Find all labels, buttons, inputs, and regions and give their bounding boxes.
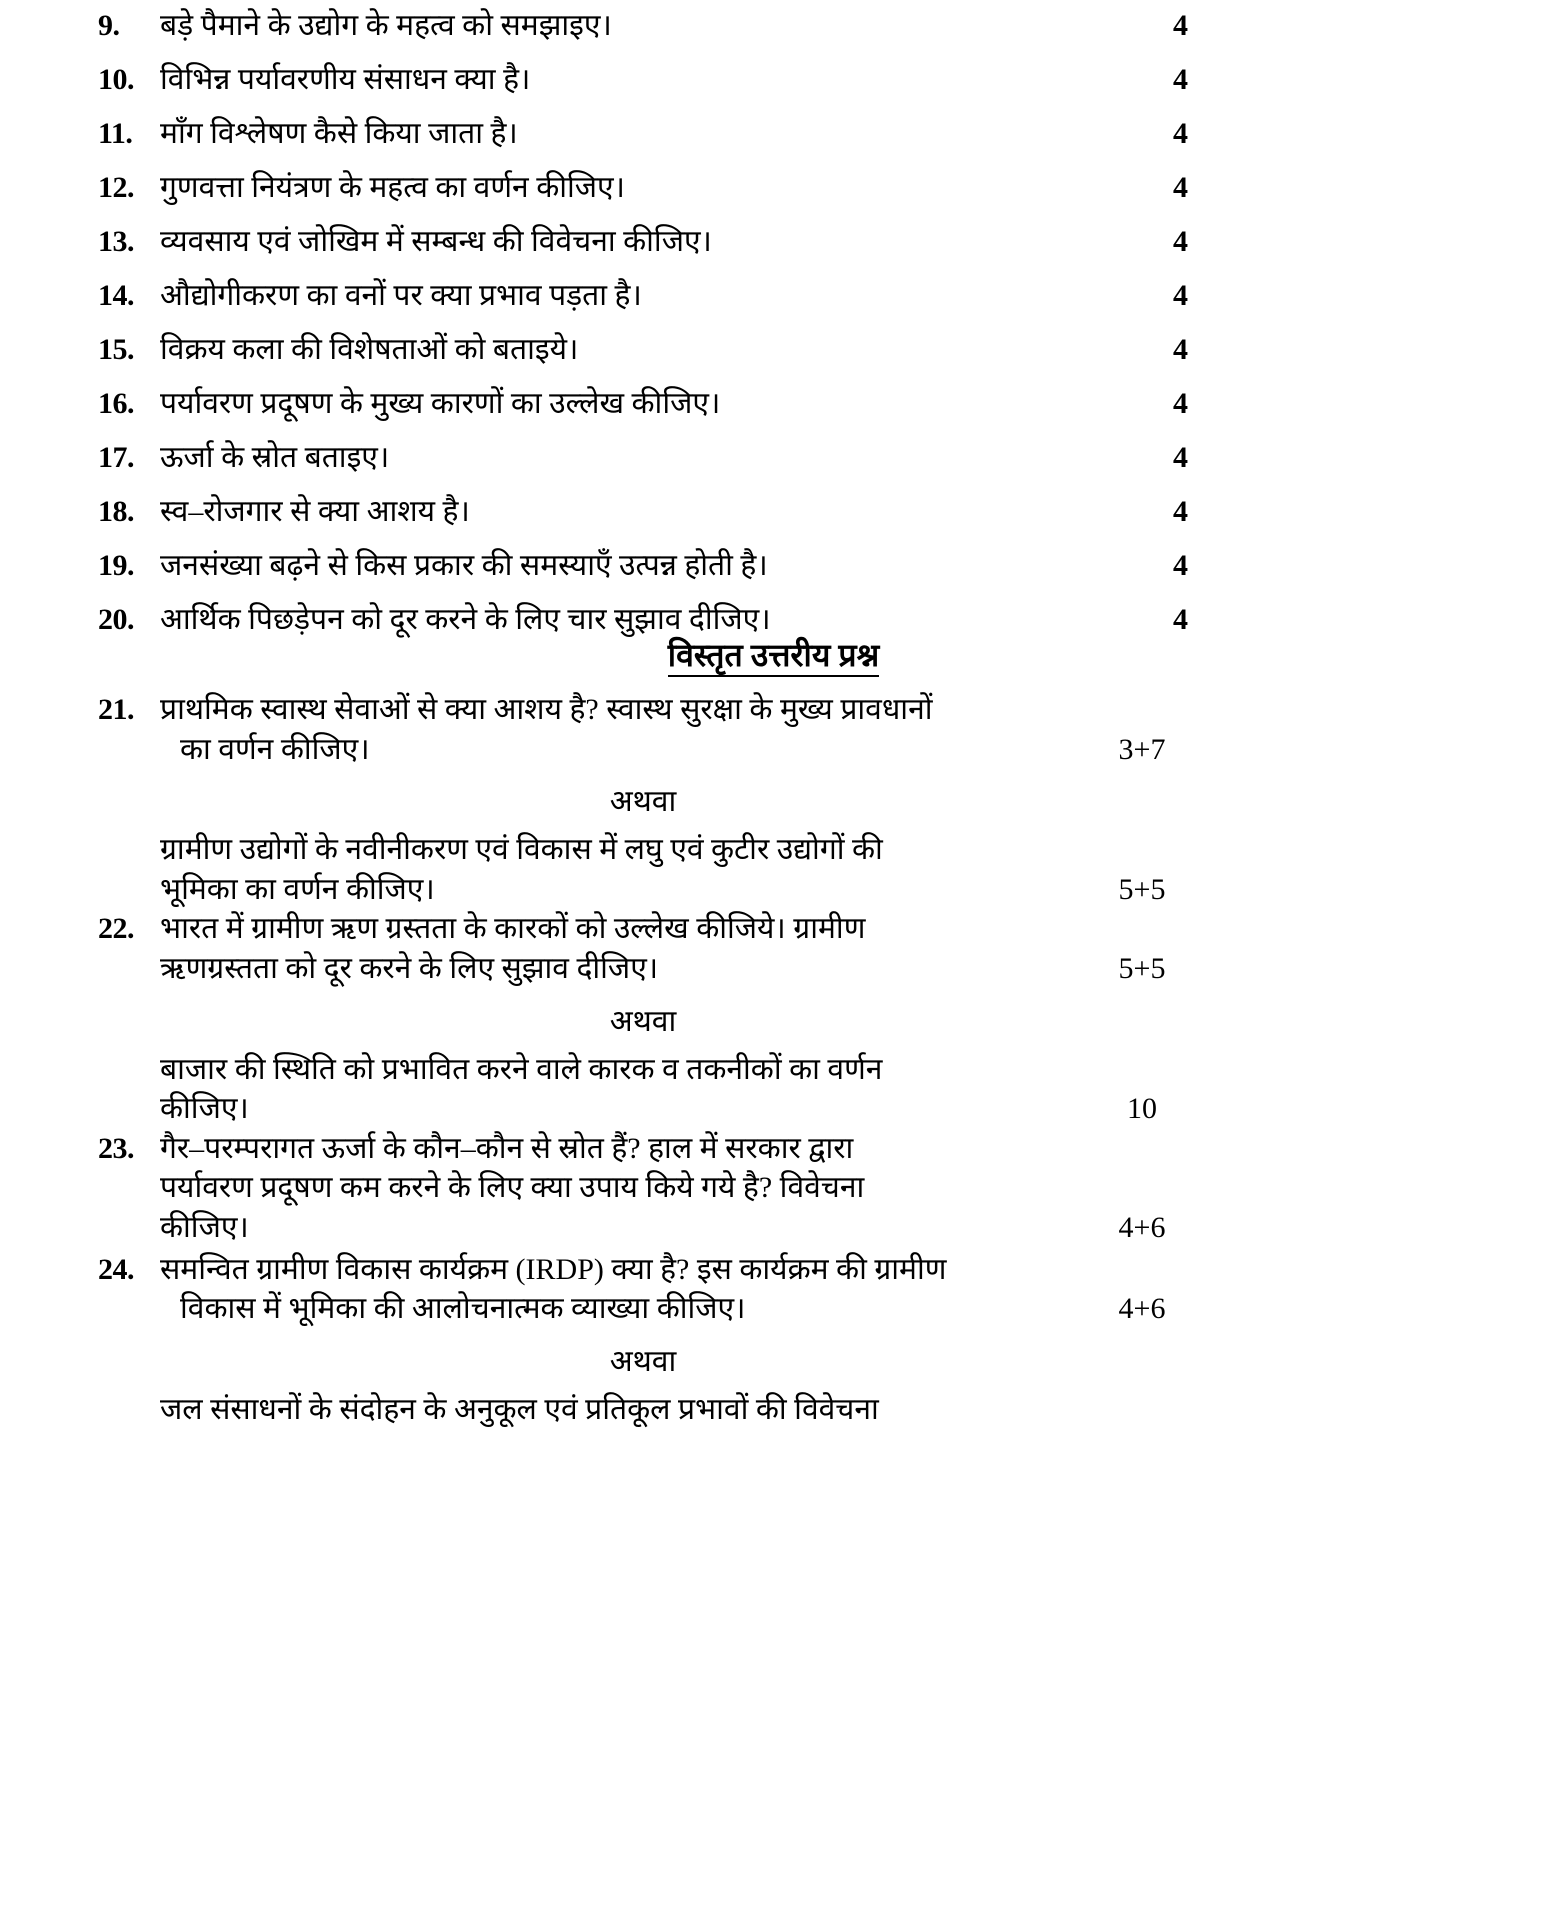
question-line-text: बाजार की स्थिति को प्रभावित करने वाले कारक व तकनीकों का वर्णन: [160, 1052, 883, 1086]
question-line-text: समन्वित ग्रामीण विकास कार्यक्रम (IRDP) क्या है? इस कार्यक्रम की ग्रामीण: [160, 1252, 947, 1286]
question-line-text: भारत में ग्रामीण ऋण ग्रस्तता के कारकों को उल्लेख कीजिये। ग्रामीण: [160, 912, 866, 946]
question-line-text: भूमिका का वर्णन कीजिए।: [160, 872, 435, 906]
short-answer-question-list: [98, 6, 1188, 654]
question-row: [98, 60, 1188, 99]
question-body: [160, 909, 1188, 988]
question-number: 24.: [98, 1252, 134, 1286]
question-line-text: कीजिए।: [160, 1210, 249, 1244]
question-number: 16.: [98, 387, 134, 420]
question-line: [160, 1089, 1188, 1129]
question-line-text: ऋणग्रस्तता को दूर करने के लिए सुझाव दीजिए।: [160, 951, 659, 985]
question-text: आर्थिक पिछड़ेपन को दूर करने के लिए चार सुझाव दीजिए।: [160, 603, 771, 636]
question-text: औद्योगीकरण का वनों पर क्या प्रभाव पड़ता है।: [160, 279, 642, 312]
question-line: [160, 1129, 1188, 1169]
question-marks: 4: [1173, 549, 1188, 582]
long-question-24: [98, 1250, 1188, 1329]
question-line-text: ग्रामीण उद्योगों के नवीनीकरण एवं विकास में लघु एवं कुटीर उद्योगों की: [160, 833, 883, 867]
question-row: [98, 276, 1188, 315]
question-marks: 4: [1173, 603, 1188, 636]
question-line-text: विकास में भूमिका की आलोचनात्मक व्याख्या कीजिए।: [180, 1292, 746, 1326]
alternative-question-24: [160, 1390, 1188, 1430]
long-answer-question-list: [98, 690, 1188, 1429]
question-marks: 4+6: [1118, 1210, 1166, 1244]
question-row: [98, 6, 1188, 45]
question-line: [160, 1250, 1188, 1290]
question-marks: 5+5: [1118, 951, 1166, 985]
question-row: [98, 438, 1188, 477]
question-marks: 4: [1173, 9, 1188, 42]
question-line: [160, 1390, 1188, 1430]
long-question-23: [98, 1129, 1188, 1248]
or-label: अथवा: [609, 785, 677, 819]
question-text: विभिन्न पर्यावरणीय संसाधन क्या है।: [160, 63, 531, 96]
question-line: [160, 870, 1188, 910]
question-number: 11.: [98, 117, 133, 150]
question-number: 15.: [98, 333, 134, 366]
question-line-text: जल संसाधनों के संदोहन के अनुकूल एवं प्रतिकूल प्रभावों की विवेचना: [160, 1392, 879, 1426]
question-row: [98, 330, 1188, 369]
alternative-question-22: [160, 1050, 1188, 1129]
question-marks: 4: [1173, 387, 1188, 420]
question-line-text: प्राथमिक स्वास्थ सेवाओं से क्या आशय है? स्वास्थ सुरक्षा के मुख्य प्रावधानों: [160, 693, 933, 726]
question-number: 17.: [98, 441, 134, 474]
question-line: [160, 1050, 1188, 1090]
question-number: 22.: [98, 912, 134, 946]
question-row: [98, 546, 1188, 585]
question-text: गुणवत्ता नियंत्रण के महत्व का वर्णन कीजिए।: [160, 171, 625, 204]
question-marks: 4: [1173, 279, 1188, 312]
question-marks: 4: [1173, 441, 1188, 474]
question-line: [160, 1289, 1188, 1329]
section-heading: [0, 633, 1547, 676]
question-row: [98, 384, 1188, 423]
question-text: ऊर्जा के स्रोत बताइए।: [160, 441, 390, 474]
question-text: व्यवसाय एवं जोखिम में सम्बन्ध की विवेचना कीजिए।: [160, 225, 712, 258]
question-body: [160, 690, 1188, 769]
question-number: 19.: [98, 549, 134, 582]
question-line-text: पर्यावरण प्रदूषण कम करने के लिए क्या उपाय किये गये है? विवेचना: [160, 1171, 865, 1205]
or-label: अथवा: [609, 1004, 677, 1038]
question-marks: 4: [1173, 495, 1188, 528]
alternative-question-21: [160, 830, 1188, 909]
question-body: [160, 1250, 1188, 1329]
question-text: जनसंख्या बढ़ने से किस प्रकार की समस्याएँ उत्पन्न होती है।: [160, 549, 768, 582]
section-heading-text: विस्तृत उत्तरीय प्रश्न: [668, 637, 879, 677]
question-line: [160, 730, 1188, 770]
question-number: 13.: [98, 225, 134, 258]
question-text: स्व–रोजगार से क्या आशय है।: [160, 495, 470, 528]
question-body: [160, 1129, 1188, 1248]
question-text: पर्यावरण प्रदूषण के मुख्य कारणों का उल्लेख कीजिए।: [160, 387, 721, 420]
question-row: [98, 168, 1188, 207]
question-number: 20.: [98, 603, 134, 636]
question-line: [160, 690, 1188, 730]
question-text: माँग विश्लेषण कैसे किया जाता है।: [160, 117, 518, 150]
question-line: [160, 830, 1188, 870]
long-question-21: [98, 690, 1188, 769]
question-marks: 4: [1173, 333, 1188, 366]
question-number: 12.: [98, 171, 134, 204]
question-line: [160, 1208, 1188, 1248]
question-number: 18.: [98, 495, 134, 528]
question-line: [160, 1168, 1188, 1208]
question-line-text: का वर्णन कीजिए।: [180, 732, 370, 766]
long-question-22: [98, 909, 1188, 988]
question-number: 21.: [98, 693, 134, 726]
question-row: [98, 492, 1188, 531]
question-number: 10.: [98, 63, 134, 96]
question-marks: 4+6: [1118, 1292, 1166, 1326]
question-marks: 4: [1173, 117, 1188, 150]
question-marks: 4: [1173, 171, 1188, 204]
question-row: [98, 114, 1188, 153]
question-marks: 3+7: [1118, 732, 1166, 766]
question-marks: 10: [1127, 1092, 1157, 1126]
or-label: अथवा: [609, 1344, 677, 1378]
question-row: [98, 222, 1188, 261]
question-marks: 4: [1173, 225, 1188, 258]
question-text: विक्रय कला की विशेषताओं को बताइये।: [160, 333, 579, 366]
question-number: 9.: [98, 9, 120, 42]
question-text: बड़े पैमाने के उद्योग के महत्व को समझाइए।: [160, 9, 612, 42]
question-line: [160, 909, 1188, 949]
question-number: 23.: [98, 1131, 134, 1165]
question-number: 14.: [98, 279, 134, 312]
question-marks: 5+5: [1118, 872, 1166, 906]
question-line-text: गैर–परम्परागत ऊर्जा के कौन–कौन से स्रोत हैं? हाल में सरकार द्वारा: [160, 1131, 854, 1165]
question-line: [160, 949, 1188, 989]
question-line-text: कीजिए।: [160, 1092, 249, 1126]
question-marks: 4: [1173, 63, 1188, 96]
